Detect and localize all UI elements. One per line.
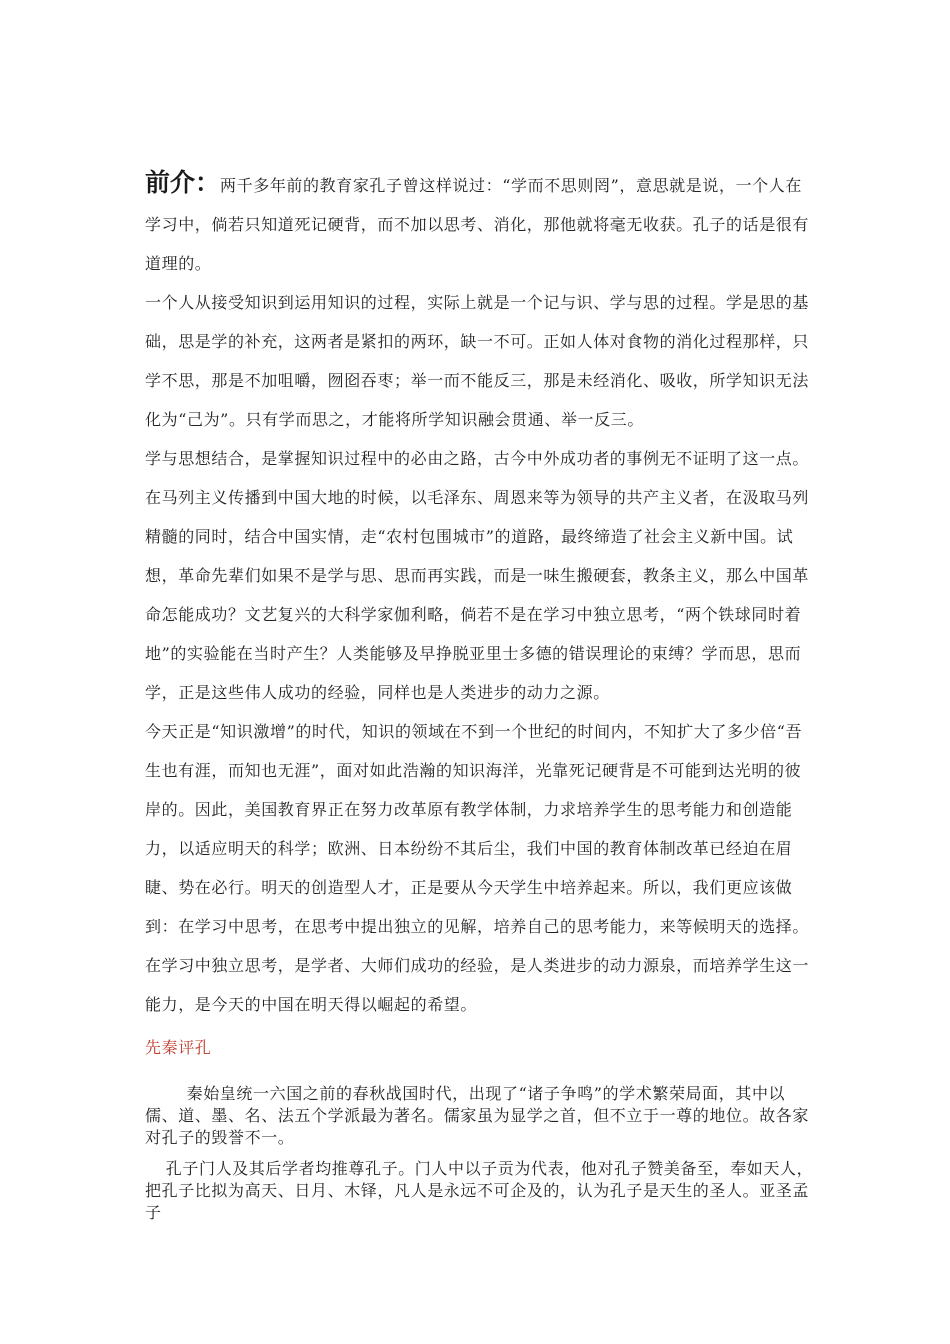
intro-paragraph: 学与思想结合，是掌握知识过程中的必由之路，古今中外成功者的事例无不证明了这一点。在马列主义传播到中国大地的时候，以毛泽东、周恩来等为领导的共产主义者，在汲取马列精髓的同时，结合中国实情，走“农村包围城市”的道路，最终缔造了社会主义新中国。试想，革命先辈们如果不是学与思、思而再实践，而是一味生搬硬套，教条主义，那么中国革命怎能成功？文艺复兴的大科学家伽利略，倘若不是在学习中独立思考，“两个铁球同时着地”的实验能在当时产生？人类能够及早挣脱亚里士多德的错误理论的束缚？学而思，思而学，正是这些伟人成功的经验，同样也是人类进步的动力之源。 — [145, 449, 810, 702]
section-paragraph: 孔子门人及其后学者均推尊孔子。门人中以子贡为代表，他对孔子赞美备至，奉如天人，把孔子比拟为高天、日月、木铎，凡人是永远不可企及的，认为孔子是天生的圣人。亚圣孟子 — [145, 1159, 814, 1222]
section-paragraph: 秦始皇统一六国之前的春秋战国时代，出现了“诸子争鸣”的学术繁荣局面，其中以儒、道、墨、名、法五个学派最为著名。儒家虽为显学之首，但不立于一尊的地位。故各家对孔子的毁誉不一。 — [145, 1084, 810, 1147]
intro-paragraph — [145, 163, 815, 283]
intro-section — [145, 163, 815, 1024]
section-body — [145, 1083, 815, 1233]
intro-paragraph: 一个人从接受知识到运用知识的过程，实际上就是一个记与识、学与思的过程。学是思的基础，思是学的补充，这两者是紧扣的两环，缺一不可。正如人体对食物的消化过程那样，只学不思，那是不加咀嚼，囫囵吞枣；举一而不能反三，那是未经消化、吸收，所学知识无法化为“己为”。只有学而思之，才能将所学知识融会贯通、举一反三。 — [145, 293, 810, 429]
intro-paragraph-text: 两千多年前的教育家孔子曾这样说过：“学而不思则罔”，意思就是说，一个人在学习中，倘若只知道死记硬背，而不加以思考、消化，那他就将毫无收获。孔子的话是很有道理的。 — [145, 176, 810, 273]
intro-title: 前介： — [145, 168, 221, 197]
intro-paragraph: 今天正是“知识激增”的时代，知识的领域在不到一个世纪的时间内，不知扩大了多少倍“吾生也有涯，而知也无涯”，面对如此浩瀚的知识海洋，光靠死记硬背是不可能到达光明的彼岸的。因此，美国教育界正在努力改革原有教学体制，力求培养学生的思考能力和创造能力，以适应明天的科学；欧洲、日本纷纷不其后尘，我们中国的教育体制改革已经迫在眉睫、势在必行。明天的创造型人才，正是要从今天学生中培养起来。所以，我们更应该做到：在学习中思考，在思考中提出独立的见解，培养自己的思考能力，来等候明天的选择。 — [145, 722, 810, 936]
section-heading: 先秦评孔 — [145, 1038, 212, 1057]
intro-paragraph: 在学习中独立思考，是学者、大师们成功的经验，是人类进步的动力源泉，而培养学生这一能力，是今天的中国在明天得以崛起的希望。 — [145, 956, 810, 1014]
